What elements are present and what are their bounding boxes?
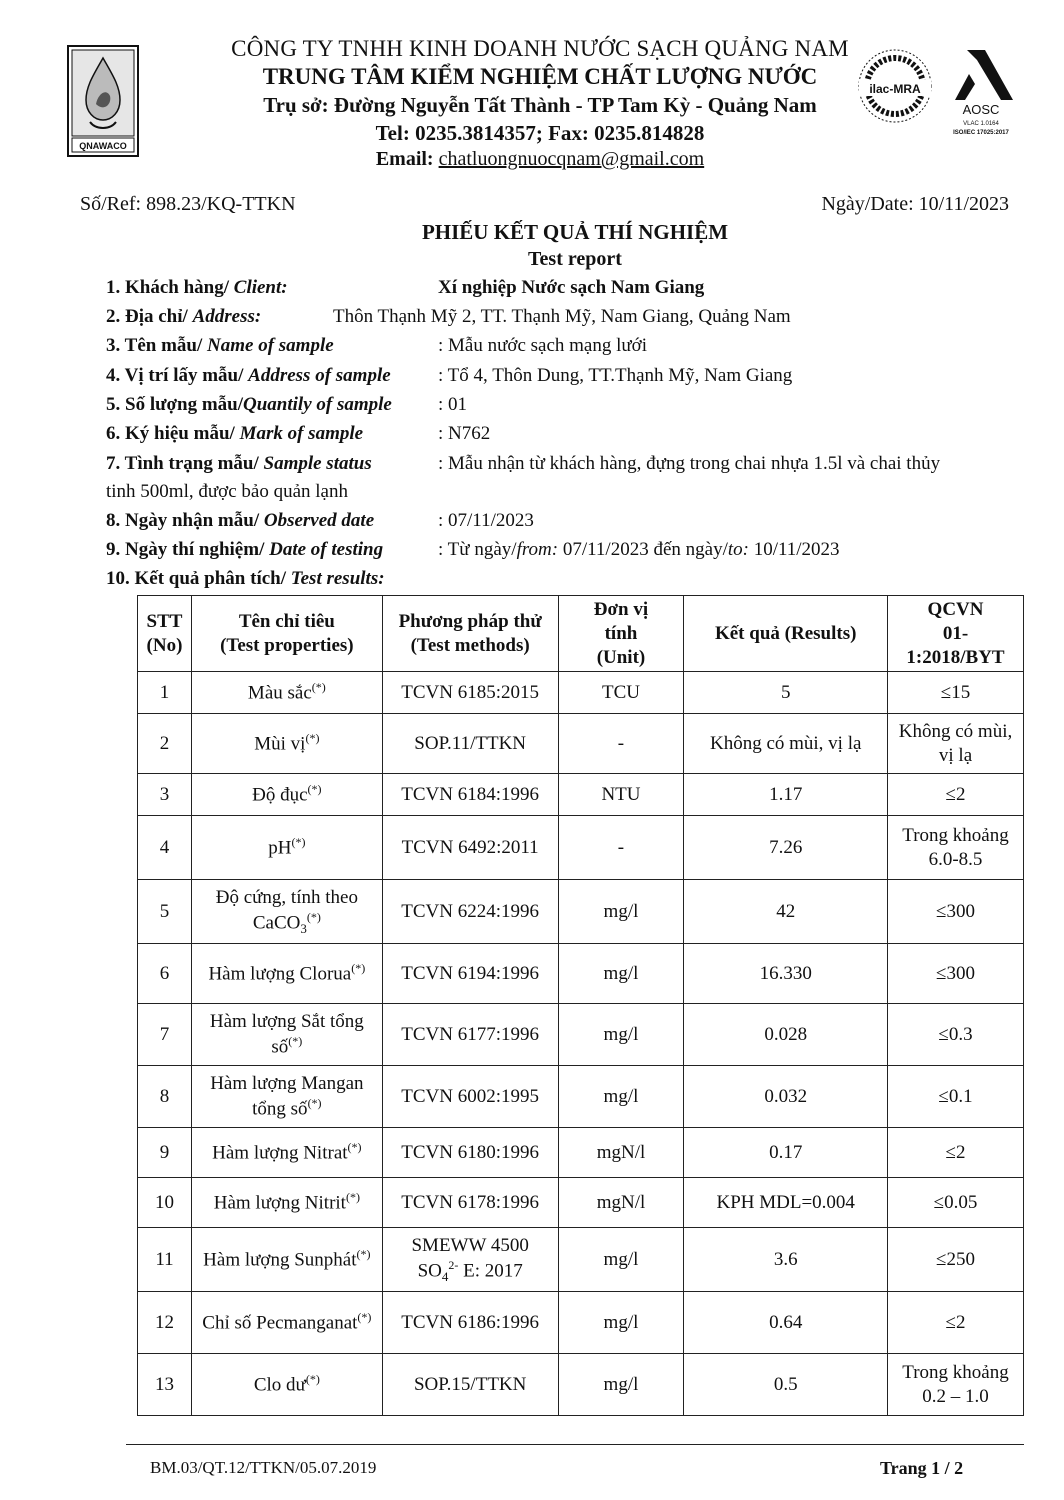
cell-limit: ≤2 <box>888 774 1024 816</box>
cell-limit: Trong khoảng 0.2 – 1.0 <box>888 1354 1024 1416</box>
cell-result: 0.17 <box>684 1128 888 1178</box>
form-code: BM.03/QT.12/TTKN/05.07.2019 <box>150 1458 377 1477</box>
vilac-text: VLAC 1.0164 <box>963 121 999 127</box>
table-row <box>138 880 1024 944</box>
cell-result: 0.5 <box>684 1354 888 1416</box>
cell-result: 5 <box>684 672 888 714</box>
table-row <box>138 1354 1024 1416</box>
cell-no: 9 <box>138 1128 192 1178</box>
cell-unit: mg/l <box>558 1292 684 1354</box>
cell-limit: ≤0.1 <box>888 1066 1024 1128</box>
table-row <box>138 1228 1024 1292</box>
ilac-mra-text: ilac-MRA <box>869 82 921 96</box>
cell-no: 13 <box>138 1354 192 1416</box>
cell-result: 3.6 <box>684 1228 888 1292</box>
testing-date-value: : Từ ngày/from: 07/11/2023 đến ngày/to: 10/11/2023 <box>438 539 840 560</box>
cell-limit: ≤2 <box>888 1128 1024 1178</box>
cell-test-property: Hàm lượng Nitrat(*) <box>191 1128 382 1178</box>
header-test-methods: Phương pháp thử (Test methods) <box>382 596 558 672</box>
cell-test-property: Hàm lượng Sunphát(*) <box>191 1228 382 1292</box>
header-results: Kết quả (Results) <box>684 596 888 672</box>
cell-test-method: TCVN 6194:1996 <box>382 944 558 1004</box>
qnawaco-logo <box>66 44 140 158</box>
report-subtitle: Test report <box>528 248 622 270</box>
report-title: PHIẾU KẾT QUẢ THÍ NGHIỆM <box>421 220 729 244</box>
address-value: Thôn Thạnh Mỹ 2, TT. Thạnh Mỹ, Nam Giang, Quảng Nam <box>333 306 791 327</box>
cell-no: 7 <box>138 1004 192 1066</box>
cell-unit: - <box>558 714 684 774</box>
cell-result: 7.26 <box>684 816 888 880</box>
table-row <box>138 1178 1024 1228</box>
report-date: Ngày/Date: 10/11/2023 <box>821 193 1009 215</box>
cell-limit: ≤2 <box>888 1292 1024 1354</box>
header-stt: STT (No) <box>138 596 192 672</box>
cell-result: 0.64 <box>684 1292 888 1354</box>
observed-date-value: : 07/11/2023 <box>438 510 534 531</box>
testing-date-label: 9. Ngày thí nghiệm/ Date of testing <box>106 539 384 560</box>
cell-unit: mg/l <box>558 1228 684 1292</box>
quantity-value: : 01 <box>438 394 468 415</box>
header-unit: Đơn vị tính (Unit) <box>558 596 684 672</box>
cell-test-method: TCVN 6177:1996 <box>382 1004 558 1066</box>
quantity-label: 5. Số lượng mẫu/Quantily of sample <box>106 394 392 415</box>
iso-text: ISO/IEC 17025:2017 <box>953 130 1009 136</box>
table-row <box>138 1128 1024 1178</box>
cell-test-property: Hàm lượng Mangan tổng số(*) <box>191 1066 382 1128</box>
cell-result: 16.330 <box>684 944 888 1004</box>
results-table <box>137 595 1024 1416</box>
cell-no: 8 <box>138 1066 192 1128</box>
status-label: 7. Tình trạng mẫu/ Sample status <box>106 453 372 474</box>
cell-test-method: SOP.15/TTKN <box>382 1354 558 1416</box>
cell-test-property: Độ cứng, tính theo CaCO$_3$(*) <box>191 880 382 944</box>
cell-unit: mg/l <box>558 880 684 944</box>
table-row <box>138 1066 1024 1128</box>
aosc-logo <box>953 50 1013 136</box>
email-line <box>150 148 930 171</box>
page-number: Trang 1 / 2 <box>880 1458 964 1478</box>
table-row <box>138 774 1024 816</box>
cell-limit: ≤0.05 <box>888 1178 1024 1228</box>
qnawaco-logo-text: QNAWACO <box>79 141 127 151</box>
aosc-text: AOSC <box>962 102 1000 117</box>
cell-test-method: TCVN 6178:1996 <box>382 1178 558 1228</box>
cell-limit: Trong khoảng 6.0-8.5 <box>888 816 1024 880</box>
cell-result: 42 <box>684 880 888 944</box>
cell-test-property: Màu sắc(*) <box>191 672 382 714</box>
center-name: TRUNG TÂM KIỂM NGHIỆM CHẤT LƯỢNG NƯỚC <box>262 64 818 89</box>
sample-name-value: : Mẫu nước sạch mạng lưới <box>438 335 648 356</box>
cell-no: 6 <box>138 944 192 1004</box>
cell-unit: mg/l <box>558 1004 684 1066</box>
cell-unit: TCU <box>558 672 684 714</box>
cell-no: 5 <box>138 880 192 944</box>
cell-no: 2 <box>138 714 192 774</box>
table-row <box>138 714 1024 774</box>
sample-location-value: : Tổ 4, Thôn Dung, TT.Thạnh Mỹ, Nam Giang <box>438 365 793 386</box>
cell-no: 1 <box>138 672 192 714</box>
cell-limit: Không có mùi, vị lạ <box>888 714 1024 774</box>
cell-limit: ≤15 <box>888 672 1024 714</box>
mark-label: 6. Ký hiệu mẫu/ Mark of sample <box>106 423 364 444</box>
cell-test-property: Hàm lượng Sắt tổng số(*) <box>191 1004 382 1066</box>
footer-divider <box>126 1444 1024 1445</box>
table-row <box>138 672 1024 714</box>
mark-value: : N762 <box>438 423 491 444</box>
cell-unit: mg/l <box>558 1354 684 1416</box>
cell-test-property: Hàm lượng Nitrit(*) <box>191 1178 382 1228</box>
email-label: Email: <box>375 148 434 170</box>
table-row <box>138 1292 1024 1354</box>
cell-test-method: SMEWW 4500 $SO_4^{2-}$ E: 2017 <box>382 1228 558 1292</box>
cell-result: KPH MDL=0.004 <box>684 1178 888 1228</box>
cell-unit: mg/l <box>558 944 684 1004</box>
cell-no: 12 <box>138 1292 192 1354</box>
sample-location-label: 4. Vị trí lấy mẫu/ Address of sample <box>106 365 391 386</box>
cell-limit: ≤300 <box>888 944 1024 1004</box>
header-qcvn: QCVN 01- 1:2018/BYT <box>888 596 1024 672</box>
cell-test-property: Độ đục(*) <box>191 774 382 816</box>
cell-unit: mgN/l <box>558 1178 684 1228</box>
cell-unit: NTU <box>558 774 684 816</box>
sample-name-label: 3. Tên mẫu/ Name of sample <box>106 335 334 356</box>
client-label: 1. Khách hàng/ Client: <box>106 277 288 298</box>
table-row <box>138 944 1024 1004</box>
cell-unit: mgN/l <box>558 1128 684 1178</box>
table-row <box>138 816 1024 880</box>
headquarters-address: Trụ sở: Đường Nguyễn Tất Thành - TP Tam Kỳ - Quảng Nam <box>263 93 817 117</box>
client-value: Xí nghiệp Nước sạch Nam Giang <box>438 277 705 298</box>
cell-test-property: pH(*) <box>191 816 382 880</box>
table-row <box>138 1004 1024 1066</box>
cell-test-property: Chỉ số Pecmanganat(*) <box>191 1292 382 1354</box>
cell-limit: ≤0.3 <box>888 1004 1024 1066</box>
cell-no: 11 <box>138 1228 192 1292</box>
cell-test-method: TCVN 6002:1995 <box>382 1066 558 1128</box>
cell-limit: ≤300 <box>888 880 1024 944</box>
table-header-row <box>138 596 1024 672</box>
status-value-continued: tinh 500ml, được bảo quản lạnh <box>106 481 348 502</box>
phone-fax: Tel: 0235.3814357; Fax: 0235.814828 <box>375 121 705 145</box>
cell-result: 0.032 <box>684 1066 888 1128</box>
address-label: 2. Địa chỉ/ Address: <box>106 306 262 327</box>
reference-number: Số/Ref: 898.23/KQ-TTKN <box>80 193 296 215</box>
results-label: 10. Kết quả phân tích/ Test results: <box>106 568 385 589</box>
cell-result: 0.028 <box>684 1004 888 1066</box>
cell-result: 1.17 <box>684 774 888 816</box>
cell-test-method: SOP.11/TTKN <box>382 714 558 774</box>
cell-limit: ≤250 <box>888 1228 1024 1292</box>
ilac-mra-logo <box>859 50 931 122</box>
cell-test-property: Clo dư(*) <box>191 1354 382 1416</box>
cell-no: 10 <box>138 1178 192 1228</box>
company-name: CÔNG TY TNHH KINH DOANH NƯỚC SẠCH QUẢNG NAM <box>231 36 849 61</box>
email-link[interactable]: chatluongnuocqnam@gmail.com <box>438 148 705 170</box>
cell-test-method: TCVN 6185:2015 <box>382 672 558 714</box>
cell-no: 4 <box>138 816 192 880</box>
header-test-properties: Tên chỉ tiêu (Test properties) <box>191 596 382 672</box>
cell-result: Không có mùi, vị lạ <box>684 714 888 774</box>
cell-test-method: TCVN 6180:1996 <box>382 1128 558 1178</box>
cell-test-method: TCVN 6184:1996 <box>382 774 558 816</box>
cell-test-method: TCVN 6224:1996 <box>382 880 558 944</box>
status-value: : Mẫu nhận từ khách hàng, đựng trong chai nhựa 1.5l và chai thủy <box>438 453 941 474</box>
cell-test-method: TCVN 6492:2011 <box>382 816 558 880</box>
cell-test-property: Mùi vị(*) <box>191 714 382 774</box>
cell-no: 3 <box>138 774 192 816</box>
cell-test-property: Hàm lượng Clorua(*) <box>191 944 382 1004</box>
cell-test-method: TCVN 6186:1996 <box>382 1292 558 1354</box>
cell-unit: mg/l <box>558 1066 684 1128</box>
cell-unit: - <box>558 816 684 880</box>
observed-date-label: 8. Ngày nhận mẫu/ Observed date <box>106 510 375 531</box>
accreditation-logos <box>855 44 1025 140</box>
